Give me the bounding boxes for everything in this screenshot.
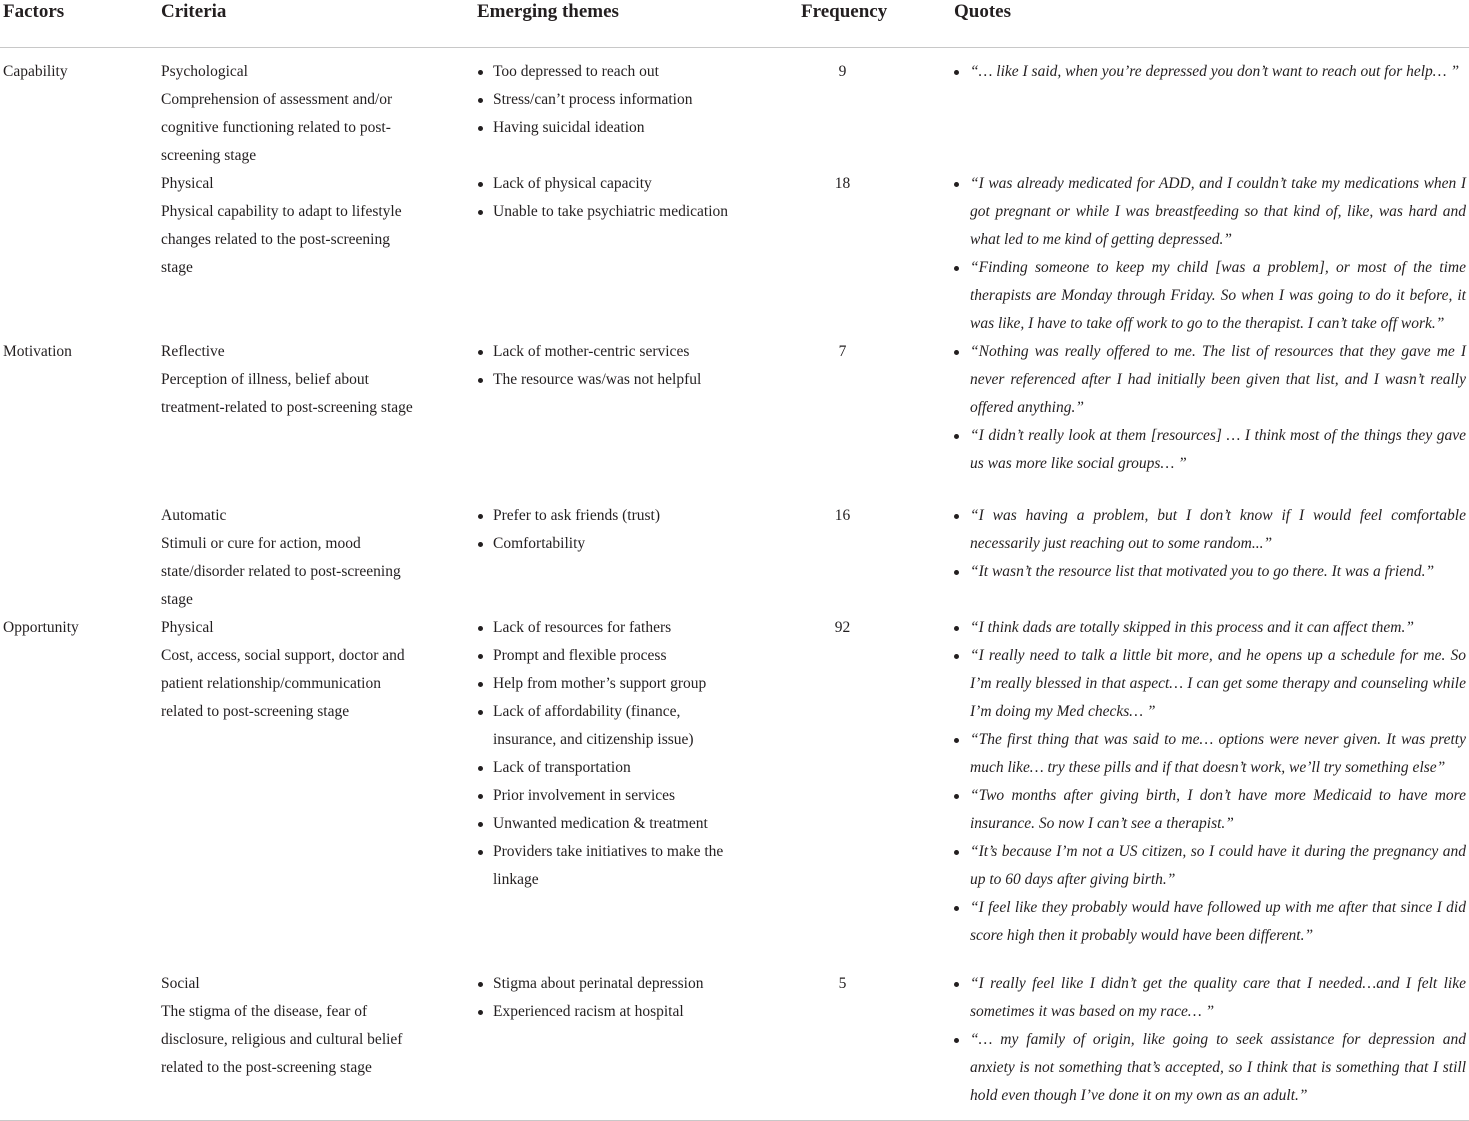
themes-list <box>477 502 739 558</box>
quotes-list <box>954 170 1469 338</box>
frequency-cell: 5 <box>799 970 954 1121</box>
criteria-cell <box>161 48 477 171</box>
factor-cell: Capability <box>3 63 68 80</box>
criteria-cell <box>161 338 477 502</box>
criteria-title: Automatic <box>161 507 227 524</box>
quote-item: “I feel like they probably would have followed up with me after that since I did score high then it probably would have been different.” <box>954 894 1466 950</box>
quotes-cell <box>954 338 1469 502</box>
quotes-list <box>954 58 1469 86</box>
theme-item: Comfortability <box>477 530 739 558</box>
criteria-description: Perception of illness, belief about treatment-related to post-screening stage <box>161 371 413 416</box>
quote-item: “I didn’t really look at them [resources] … I think most of the things they gave us was more like social groups… ” <box>954 422 1466 478</box>
theme-item: Prior involvement in services <box>477 782 739 810</box>
factor-cell <box>0 970 161 1121</box>
criteria-cell <box>161 970 477 1121</box>
theme-item: The resource was/was not helpful <box>477 366 739 394</box>
quotes-list <box>954 614 1469 950</box>
frequency-cell: 16 <box>834 507 851 524</box>
frequency-cell: 18 <box>834 175 851 192</box>
table-row <box>0 502 1469 614</box>
themes-list <box>477 170 739 226</box>
table-row <box>0 970 1469 1121</box>
factor-cell: Opportunity <box>3 619 79 636</box>
themes-list <box>477 338 739 394</box>
table-row <box>0 614 1469 970</box>
factor-cell <box>0 502 161 614</box>
theme-item: Experienced racism at hospital <box>477 998 739 1026</box>
themes-cell <box>477 614 799 970</box>
themes-cell <box>477 48 799 171</box>
criteria-description: Comprehension of assessment and/or cognitive functioning related to post-screening stage <box>161 91 393 164</box>
criteria-title: Psychological <box>161 63 248 80</box>
quote-item: “I think dads are totally skipped in this process and it can affect them.” <box>954 614 1466 642</box>
criteria-title: Physical <box>161 619 214 636</box>
frequency-cell: 7 <box>838 343 847 360</box>
header-emerging-themes: Emerging themes <box>477 0 799 48</box>
header-frequency: Frequency <box>799 0 954 48</box>
theme-item: Having suicidal ideation <box>477 114 739 142</box>
factor-cell: Motivation <box>3 343 72 360</box>
quotes-list <box>954 502 1469 586</box>
criteria-title: Reflective <box>161 343 225 360</box>
table-header-row <box>0 0 1469 48</box>
theme-item: Lack of mother-centric services <box>477 338 739 366</box>
theme-item: Stress/can’t process information <box>477 86 739 114</box>
table-row <box>0 48 1469 171</box>
table-body <box>0 48 1469 1121</box>
quote-item: “Two months after giving birth, I don’t have more Medicaid to have more insurance. So now I can’t see a therapist.” <box>954 782 1466 838</box>
quote-item: “… like I said, when you’re depressed you don’t want to reach out for help… ” <box>954 58 1466 86</box>
quote-item: “It’s because I’m not a US citizen, so I could have it during the pregnancy and up to 60 days after giving birth.” <box>954 838 1466 894</box>
criteria-cell <box>161 502 477 614</box>
theme-item: Unable to take psychiatric medication <box>477 198 739 226</box>
quote-item: “Nothing was really offered to me. The list of resources that they gave me I never referenced after I had initially been given that list, and I wasn’t really offered anything.” <box>954 338 1466 422</box>
quote-item: “… my family of origin, like going to seek assistance for depression and anxiety is not something that’s accepted, so I think that is something that I still hold even though I’ve done it on my own as an adult.” <box>954 1026 1466 1110</box>
quotes-cell <box>954 502 1469 614</box>
quote-item: “I was having a problem, but I don’t know if I would feel comfortable necessarily just reaching out to some random...” <box>954 502 1466 558</box>
criteria-description: Cost, access, social support, doctor and patient relationship/communication related to post-screening stage <box>161 647 405 720</box>
theme-item: Unwanted medication & treatment <box>477 810 739 838</box>
quote-item: “Finding someone to keep my child [was a problem], or most of the time therapists are Monday through Friday. So when I was going to do it before, it was like, I have to take off work to go to the therapist. I can’t take off work.” <box>954 254 1466 338</box>
theme-item: Lack of physical capacity <box>477 170 739 198</box>
themes-cell <box>477 338 799 502</box>
theme-item: Lack of resources for fathers <box>477 614 739 642</box>
theme-item: Providers take initiatives to make the linkage <box>477 838 739 894</box>
factor-cell <box>0 170 161 338</box>
quote-item: “It wasn’t the resource list that motivated you to go there. It was a friend.” <box>954 558 1466 586</box>
quotes-cell <box>954 48 1469 171</box>
header-criteria: Criteria <box>161 0 477 48</box>
table-row <box>0 170 1469 338</box>
quote-item: “I really feel like I didn’t get the quality care that I needed…and I felt like sometimes it was based on my race… ” <box>954 970 1466 1026</box>
criteria-description: The stigma of the disease, fear of disclosure, religious and cultural belief related to the post-screening stage <box>161 1003 403 1076</box>
themes-cell <box>477 970 799 1121</box>
quotes-cell <box>954 970 1469 1121</box>
criteria-description: Physical capability to adapt to lifestyle changes related to the post-screening stage <box>161 203 402 276</box>
theme-item: Lack of transportation <box>477 754 739 782</box>
criteria-title: Social <box>161 975 200 992</box>
theme-item: Help from mother’s support group <box>477 670 739 698</box>
theme-item: Too depressed to reach out <box>477 58 739 86</box>
criteria-title: Physical <box>161 175 214 192</box>
quotes-cell <box>954 170 1469 338</box>
quotes-list <box>954 338 1469 478</box>
frequency-cell: 9 <box>838 63 847 80</box>
themes-list <box>477 58 739 142</box>
theme-item: Prefer to ask friends (trust) <box>477 502 739 530</box>
header-quotes: Quotes <box>954 0 1469 48</box>
header-factors: Factors <box>0 0 161 48</box>
criteria-description: Stimuli or cure for action, mood state/disorder related to post-screening stage <box>161 535 401 608</box>
theme-item: Lack of affordability (finance, insurance, and citizenship issue) <box>477 698 739 754</box>
table-row <box>0 338 1469 502</box>
theme-item: Prompt and flexible process <box>477 642 739 670</box>
quotes-list <box>954 970 1469 1110</box>
themes-list <box>477 970 739 1026</box>
criteria-cell <box>161 170 477 338</box>
themes-cell <box>477 170 799 338</box>
criteria-cell <box>161 614 477 970</box>
quotes-cell <box>954 614 1469 970</box>
themes-cell <box>477 502 799 614</box>
quote-item: “The first thing that was said to me… options were never given. It was pretty much like… try these pills and if that doesn’t work, we’ll try something else” <box>954 726 1466 782</box>
themes-list <box>477 614 739 894</box>
frequency-cell: 92 <box>834 619 851 636</box>
theme-item: Stigma about perinatal depression <box>477 970 739 998</box>
quote-item: “I really need to talk a little bit more, and he opens up a schedule for me. So I’m really blessed in that aspect… I can get some therapy and counseling while I’m doing my Med checks… ” <box>954 642 1466 726</box>
quote-item: “I was already medicated for ADD, and I couldn’t take my medications when I got pregnant or while I was breastfeeding so that kind of, like, was hard and what led to me kind of getting depressed.” <box>954 170 1466 254</box>
